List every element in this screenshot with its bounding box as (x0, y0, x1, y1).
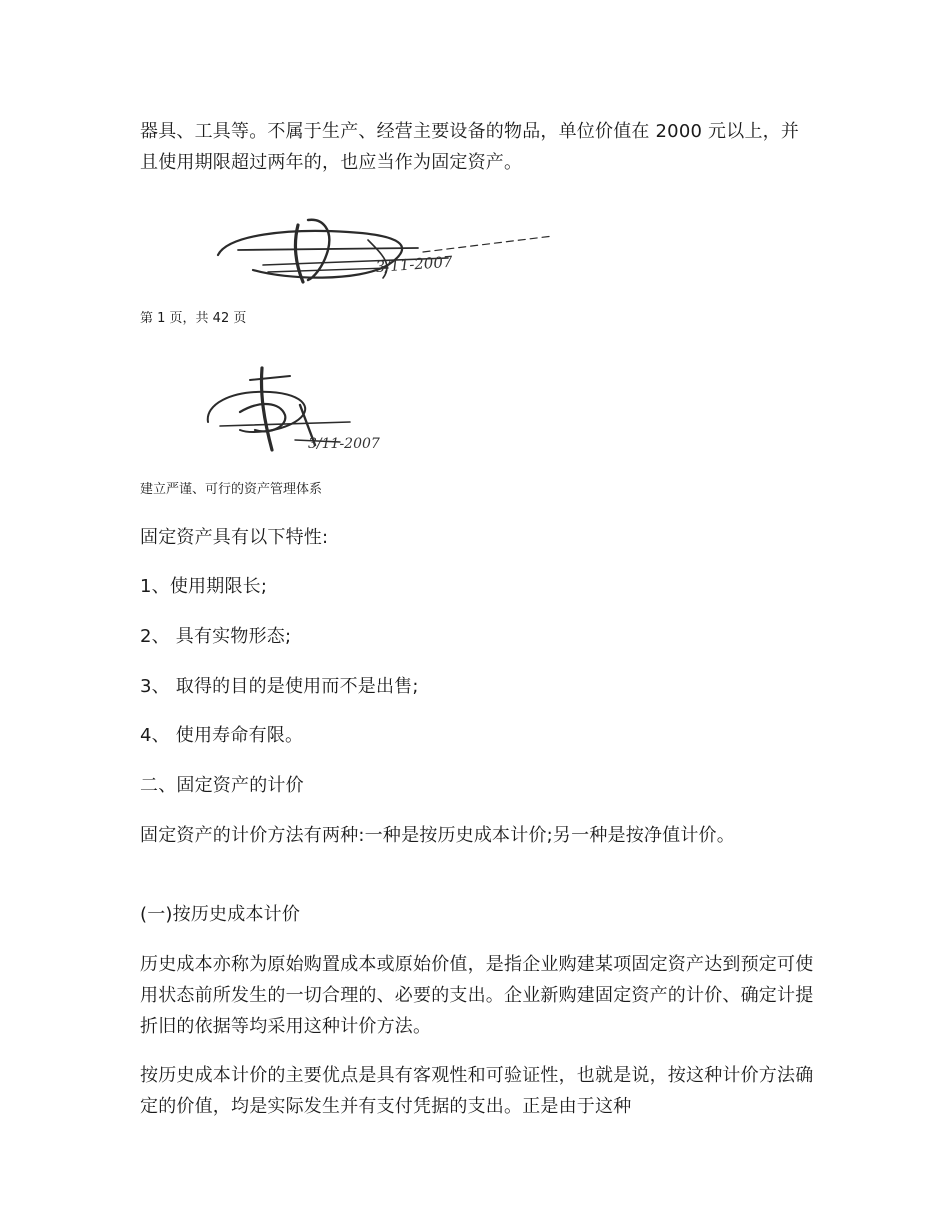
intro-paragraph: 器具、工具等。不属于生产、经营主要设备的物品，单位价值在 2000 元以上，并且使用期限超过两年的，也应当作为固定资产。 (140, 121, 800, 173)
signature-1-graphic (208, 210, 563, 288)
subsection-one-heading: (一)按历史成本计价 (140, 904, 301, 925)
historical-cost-advantage: 按历史成本计价的主要优点是具有客观性和可验证性，也就是说，按这种计价方法确定的价值，均是实际发生并有支付凭据的支出。正是由于这种 (140, 1065, 814, 1117)
signature-image-2 (200, 360, 410, 460)
header-caption: 建立严谨、可行的资产管理体系 (140, 482, 323, 497)
characteristic-item-3: 3、 取得的目的是使用而不是出售; (140, 676, 419, 697)
valuation-methods-paragraph: 固定资产的计价方法有两种:一种是按历史成本计价;另一种是按净值计价。 (140, 825, 735, 846)
signature-1-date: 3/11-2007 (375, 252, 454, 276)
page-footer: 第 1 页，共 42 页 (140, 311, 247, 326)
characteristic-item-2: 2、 具有实物形态; (140, 626, 292, 647)
characteristic-item-1: 1、使用期限长; (140, 576, 268, 597)
signature-image-1 (208, 210, 563, 288)
section-two-heading: 二、固定资产的计价 (140, 775, 304, 796)
historical-cost-definition: 历史成本亦称为原始购置成本或原始价值，是指企业购建某项固定资产达到预定可使用状态前所发生的一切合理的、必要的支出。企业新购建固定资产的计价、确定计提折旧的依据等均采用这种计价方法。 (140, 954, 814, 1037)
characteristics-intro: 固定资产具有以下特性: (140, 527, 329, 548)
signature-2-date: 3/11-2007 (308, 436, 380, 452)
signature-2-graphic (200, 360, 410, 460)
characteristic-item-4: 4、 使用寿命有限。 (140, 725, 304, 746)
